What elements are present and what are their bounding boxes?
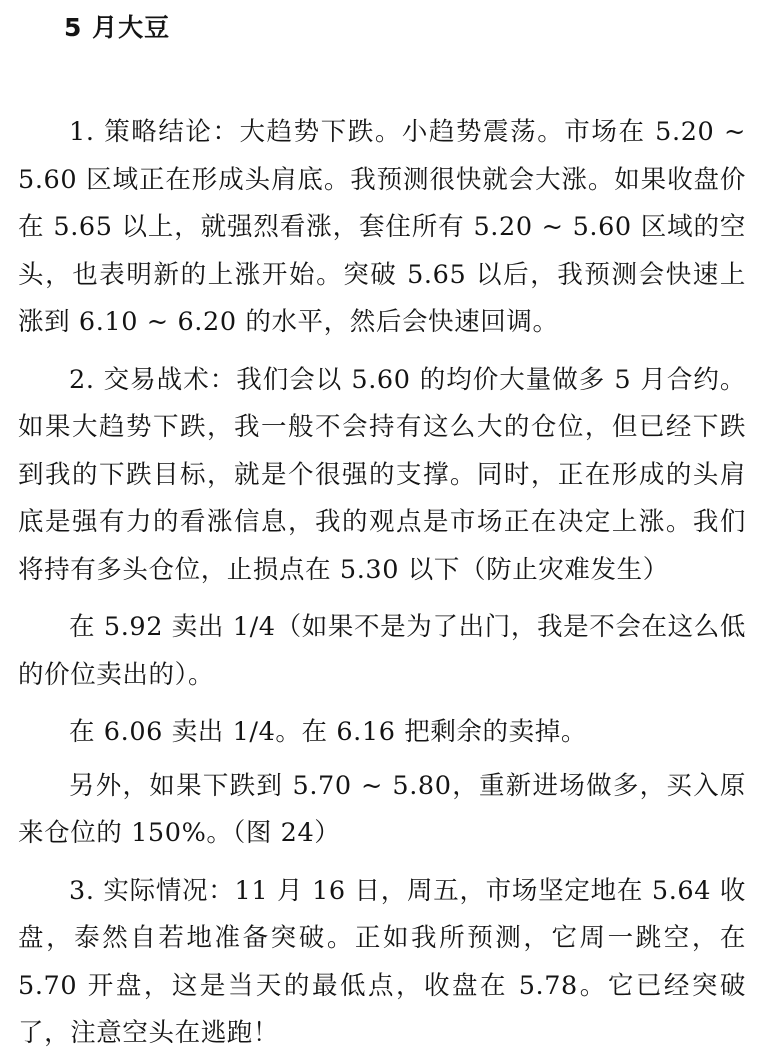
paragraph-reentry: 另外，如果下跌到 5.70 ~ 5.80，重新进场做多，买入原来仓位的 150%。（图 24） <box>18 770 746 848</box>
section-title: 5 月大豆 <box>64 13 171 42</box>
paragraph-strategy-conclusion: 1. 策略结论：大趋势下跌。小趋势震荡。市场在 5.20 ~ 5.60 区域正在形成头肩底。我预测很快就会大涨。如果收盘价在 5.65 以上，就强烈看涨，套住所有 5.20 ~ 5.60 区域的空头，也表明新的上涨开始。突破 5.65 以后，我预测会快速上涨到 6.10 ~ 6.20 的水平，然后会快速回调。 <box>18 117 755 337</box>
paragraph-trading-tactics: 2. 交易战术：我们会以 5.60 的均价大量做多 5 月合约。如果大趋势下跌，我一般不会持有这么大的仓位，但已经下跌到我的下跌目标，就是个很强的支撑。同时，正在形成的头肩底是强有力的看涨信息，我的观点是市场正在决定上涨。我们将持有多头仓位，止损点在 5.30 以下（防止灾难发生） <box>18 364 746 585</box>
paragraph-sell-remaining: 在 6.06 卖出 1/4。在 6.16 把剩余的卖掉。 <box>69 717 587 747</box>
paragraph-actual-situation: 3. 实际情况：11 月 16 日，周五，市场坚定地在 5.64 收盘，泰然自若地准备突破。正如我所预测，它周一跳空，在 5.70 开盘，这是当天的最低点，收盘在 5.78。它已经突破了，注意空头在逃跑！ <box>18 875 755 1048</box>
document-body <box>18 109 755 1058</box>
paragraph-sell-first-quarter: 在 5.92 卖出 1/4（如果不是为了出门，我是不会在这么低的价位卖出的）。 <box>18 612 746 690</box>
